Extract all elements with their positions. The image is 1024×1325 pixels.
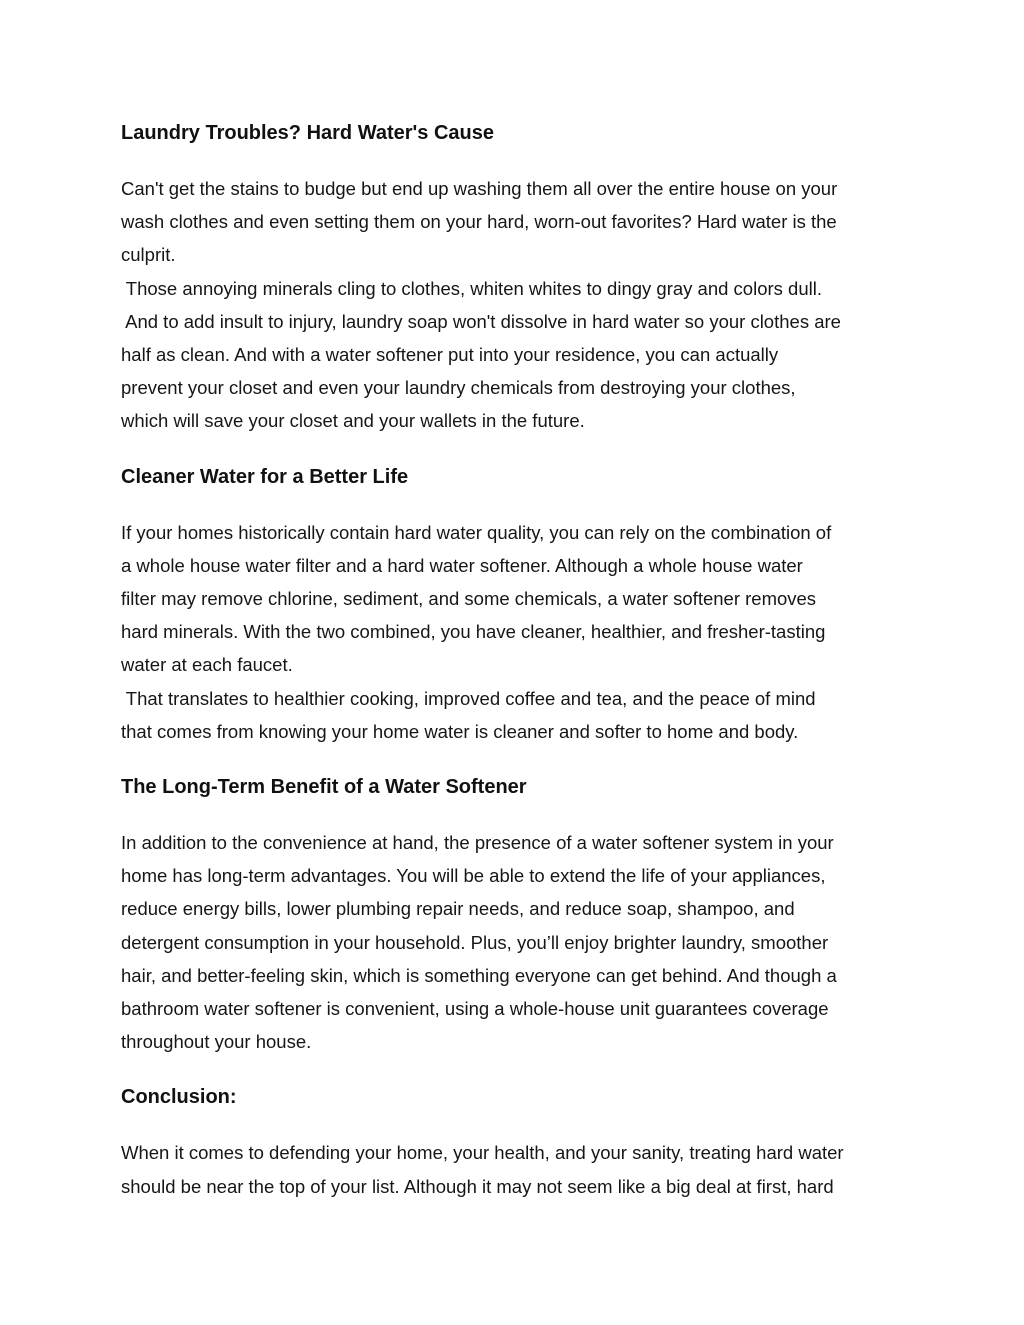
text-line: hair, and better-feeling skin, which is something everyone can get behind. And though a [121, 964, 837, 986]
text-line: Can't get the stains to budge but end up washing them all over the entire house on your [121, 178, 838, 199]
text-line: wash clothes and even setting them on your hard, worn-out favorites? Hard water is the [121, 211, 837, 233]
text-line: prevent your closet and even your laundry chemicals from destroying your clothes, [121, 377, 796, 399]
text-line: In addition to the convenience at hand, the presence of a water softener system in your [121, 832, 834, 854]
text-line: Those annoying minerals cling to clothes, whiten whites to dingy gray and colors dull. [121, 277, 822, 299]
text-line: should be near the top of your list. Although it may not seem like a big deal at first, hard [121, 1175, 834, 1197]
document-body [121, 117, 911, 1203]
section-heading: Conclusion: [121, 1086, 237, 1109]
text-line: culprit. [121, 244, 176, 266]
section-paragraph [121, 826, 911, 1058]
section-laundry-troubles [121, 117, 911, 438]
text-line: throughout your house. [121, 1031, 312, 1053]
section-conclusion [121, 1081, 911, 1202]
text-line: bathroom water softener is convenient, using a whole-house unit guarantees coverage [121, 998, 829, 1020]
text-line: that comes from knowing your home water is cleaner and softer to home and body. [121, 720, 799, 742]
text-line: filter may remove chlorine, sediment, and some chemicals, a water softener removes [121, 588, 817, 610]
text-line: If your homes historically contain hard water quality, you can rely on the combination of [121, 521, 832, 543]
section-heading: Laundry Troubles? Hard Water's Cause [121, 122, 494, 144]
text-line: detergent consumption in your household. Plus, you’ll enjoy brighter laundry, smoother [121, 931, 829, 953]
section-paragraph [121, 516, 911, 748]
section-cleaner-water [121, 461, 911, 748]
text-line: half as clean. And with a water softener put into your residence, you can actually [121, 344, 779, 366]
text-line: hard minerals. With the two combined, you have cleaner, healthier, and fresher-tasting [121, 621, 826, 643]
text-line: And to add insult to injury, laundry soap won't dissolve in hard water so your clothes are [121, 310, 841, 332]
text-line: That translates to healthier cooking, improved coffee and tea, and the peace of mind [121, 687, 816, 709]
text-line: home has long-term advantages. You will be able to extend the life of your appliances, [121, 865, 826, 887]
section-paragraph [121, 172, 911, 438]
text-line: which will save your closet and your wallets in the future. [121, 410, 585, 432]
section-paragraph [121, 1136, 911, 1202]
text-line: a whole house water filter and a hard water softener. Although a whole house water [121, 554, 803, 576]
section-heading: Cleaner Water for a Better Life [121, 465, 409, 488]
section-heading: The Long-Term Benefit of a Water Softener [121, 776, 527, 799]
section-long-term-benefit [121, 771, 911, 1058]
text-line: When it comes to defending your home, your health, and your sanity, treating hard water [121, 1142, 844, 1164]
text-line: water at each faucet. [121, 654, 293, 676]
text-line: reduce energy bills, lower plumbing repair needs, and reduce soap, shampoo, and [121, 898, 795, 920]
